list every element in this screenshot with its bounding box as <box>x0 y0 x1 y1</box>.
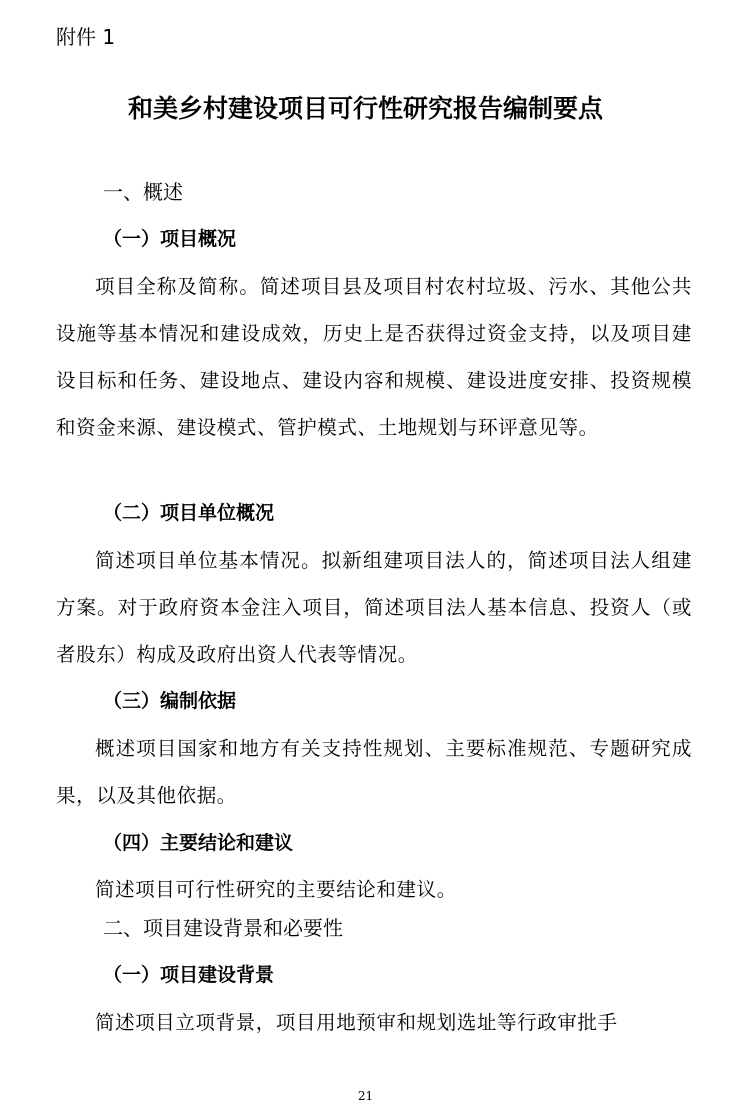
paragraph-unit-overview: 简述项目单位基本情况。拟新组建项目法人的，简述项目法人组建方案。对于政府资本金注入项目，简述项目法人基本信息、投资人（或者股东）构成及政府出资人代表等情况。 <box>56 549 692 666</box>
subsection-heading-unit-overview: （二）项目单位概况 <box>103 502 275 524</box>
page-number: 21 <box>357 1089 374 1103</box>
paragraph-conclusions: 简述项目可行性研究的主要结论和建议。 <box>95 878 457 901</box>
subsection-heading-conclusions: （四）主要结论和建议 <box>103 832 294 854</box>
subsection-heading-project-background: （一）项目建设背景 <box>103 964 275 986</box>
section-heading-background: 二、项目建设背景和必要性 <box>103 916 343 940</box>
paragraph-project-background: 简述项目立项背景，项目用地预审和规划选址等行政审批手 <box>95 1011 618 1034</box>
attachment-label: 附件 1 <box>56 25 116 49</box>
document-title: 和美乡村建设项目可行性研究报告编制要点 <box>127 94 603 123</box>
subsection-heading-project-overview: （一）项目概况 <box>103 228 237 250</box>
paragraph-project-overview: 项目全称及简称。简述项目县及项目村农村垃圾、污水、其他公共设施等基本情况和建设成效，历史上是否获得过资金支持，以及项目建设目标和任务、建设地点、建设内容和规模、建设进度安排、投资规模和资金来源、建设模式、管护模式、土地规划与环评意见等。 <box>56 275 692 439</box>
paragraph-basis: 概述项目国家和地方有关支持性规划、主要标准规范、专题研究成果，以及其他依据。 <box>56 737 692 807</box>
subsection-heading-basis: （三）编制依据 <box>103 690 237 712</box>
section-heading-overview: 一、概述 <box>103 180 183 204</box>
